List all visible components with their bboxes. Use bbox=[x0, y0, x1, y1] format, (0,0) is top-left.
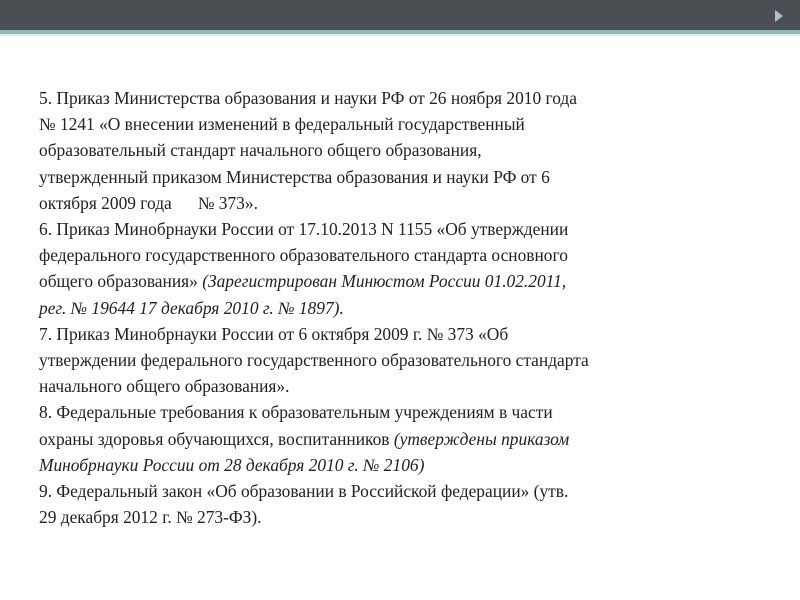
reference-item-5 bbox=[39, 85, 769, 216]
registration-note: (Зарегистрирован Минюстом России 01.02.2011, bbox=[202, 271, 567, 292]
header-bar bbox=[0, 0, 800, 30]
reference-line: № 1241 «О внесении изменений в федеральный государственный bbox=[39, 114, 525, 135]
reference-line: утверждении федерального государственного образовательного стандарта bbox=[39, 350, 589, 371]
reference-text: охраны здоровья обучающихся, воспитанников bbox=[39, 428, 394, 449]
reference-line: образовательный стандарт начального общего образования, bbox=[39, 140, 482, 161]
reference-item-9 bbox=[39, 478, 769, 530]
triangle-marker-icon bbox=[775, 10, 783, 22]
reference-line: 5. Приказ Министерства образования и науки РФ от 26 ноября 2010 года bbox=[39, 88, 577, 108]
reference-line: 8. Федеральные требования к образовательным учреждениям в части bbox=[39, 402, 553, 423]
reference-line bbox=[39, 268, 769, 294]
reference-line: 9. Федеральный закон «Об образовании в Российской федерации» (утв. bbox=[39, 481, 569, 502]
reference-line: 29 декабря 2012 г. № 273-ФЗ). bbox=[39, 507, 262, 528]
reference-text: общего образования» bbox=[39, 271, 203, 292]
reference-line: утвержденный приказом Министерства образования и науки РФ от 6 bbox=[39, 166, 550, 187]
reference-line: октября 2009 года № 373». bbox=[39, 192, 258, 213]
reference-item-8 bbox=[39, 399, 769, 478]
reference-line bbox=[39, 426, 769, 452]
registration-note-line: рег. № 19644 17 декабря 2010 г. № 1897). bbox=[39, 297, 344, 318]
reference-line: 6. Приказ Минобрнауки России от 17.10.2013 N 1155 «Об утверждении bbox=[39, 219, 569, 240]
reference-item-6 bbox=[39, 216, 769, 321]
approval-note: (утверждены приказом bbox=[393, 428, 570, 449]
accent-stripe-light bbox=[0, 34, 800, 36]
approval-note-line: Минобрнауки России от 28 декабря 2010 г. № 2106) bbox=[39, 454, 425, 475]
reference-item-7 bbox=[39, 321, 769, 400]
reference-line: начального общего образования». bbox=[39, 376, 290, 397]
reference-line: 7. Приказ Минобрнауки России от 6 октября 2009 г. № 373 «Об bbox=[39, 323, 509, 344]
reference-list bbox=[39, 85, 769, 530]
reference-line: федерального государственного образовательного стандарта основного bbox=[39, 245, 568, 266]
